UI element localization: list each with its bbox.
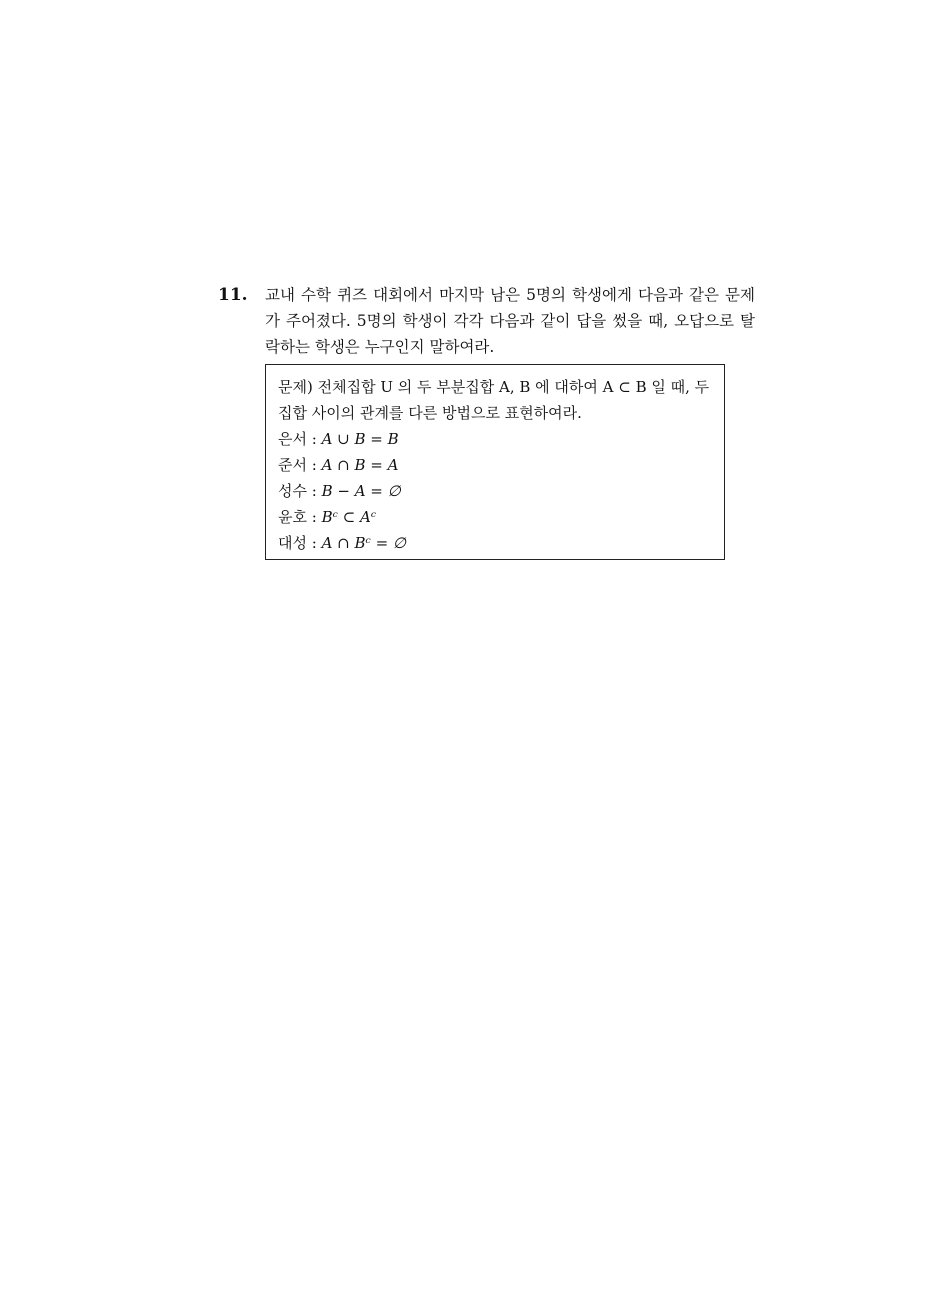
answer-expression: A ∪ B = B <box>321 430 399 448</box>
answer-expression: A ∩ B = A <box>321 456 399 474</box>
student-name: 성수 <box>278 482 307 500</box>
answer-expression: Bᶜ ⊂ Aᶜ <box>321 508 377 526</box>
question-box <box>265 364 725 560</box>
answer-row <box>278 426 712 452</box>
problem-number: 11. <box>218 285 248 305</box>
box-question-text: 문제) 전체집합 U 의 두 부분집합 A, B 에 대하여 A ⊂ B 일 때, 두 집합 사이의 관계를 다른 방법으로 표현하여라. <box>278 378 710 422</box>
student-name: 은서 <box>278 430 307 448</box>
answer-row <box>278 478 712 504</box>
student-name: 대성 <box>278 534 307 552</box>
separator: : <box>306 456 322 474</box>
separator: : <box>306 430 322 448</box>
problem-statement: 교내 수학 퀴즈 대회에서 마지막 남은 5명의 학생에게 다음과 같은 문제가 주어졌다. 5명의 학생이 각각 다음과 같이 답을 썼을 때, 오답으로 탈락하는 학생은 누구인지 말하여라. <box>265 286 755 356</box>
student-name: 윤호 <box>278 508 307 526</box>
separator: : <box>306 508 322 526</box>
student-name: 준서 <box>278 456 307 474</box>
answer-expression: A ∩ Bᶜ = ∅ <box>321 534 406 552</box>
answer-expression: B − A = ∅ <box>321 482 401 500</box>
separator: : <box>306 482 322 500</box>
answer-row <box>278 530 712 556</box>
separator: : <box>306 534 322 552</box>
answer-row <box>278 452 712 478</box>
answer-row <box>278 504 712 530</box>
